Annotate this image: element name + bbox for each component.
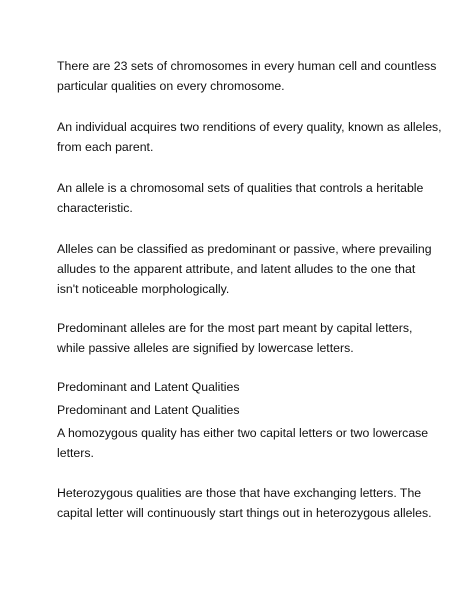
text-line: An allele is a chromosomal sets of qualities that controls a heritable	[57, 181, 424, 195]
text-line: alludes to the apparent attribute, and latent alludes to the one that	[57, 262, 416, 276]
text-line: letters.	[57, 446, 94, 460]
text-line: particular qualities on every chromosome.	[57, 79, 285, 93]
text-line: characteristic.	[57, 201, 133, 215]
section-heading	[57, 400, 427, 420]
text-line: from each parent.	[57, 140, 154, 154]
paragraph	[57, 318, 427, 358]
text-line: capital letter will continuously start things out in heterozygous alleles.	[57, 506, 432, 520]
paragraph	[57, 423, 427, 463]
paragraph	[57, 56, 437, 96]
text-line: Predominant alleles are for the most part meant by capital letters,	[57, 321, 413, 335]
text-line: Predominant and Latent Qualities	[57, 380, 240, 394]
paragraph	[57, 483, 432, 523]
paragraph	[57, 239, 432, 299]
paragraph	[57, 117, 442, 157]
text-line: Heterozygous qualities are those that have exchanging letters. The	[57, 486, 422, 500]
text-line: There are 23 sets of chromosomes in every human cell and countless	[57, 59, 437, 73]
text-line: while passive alleles are signified by lowercase letters.	[57, 341, 354, 355]
text-line: A homozygous quality has either two capital letters or two lowercase	[57, 426, 429, 440]
text-line: An individual acquires two renditions of every quality, known as alleles,	[57, 120, 442, 134]
text-line: Alleles can be classified as predominant or passive, where prevailing	[57, 242, 432, 256]
text-line: Predominant and Latent Qualities	[57, 403, 240, 417]
section-heading	[57, 377, 427, 397]
text-line: isn't noticeable morphologically.	[57, 282, 230, 296]
paragraph	[57, 178, 427, 218]
